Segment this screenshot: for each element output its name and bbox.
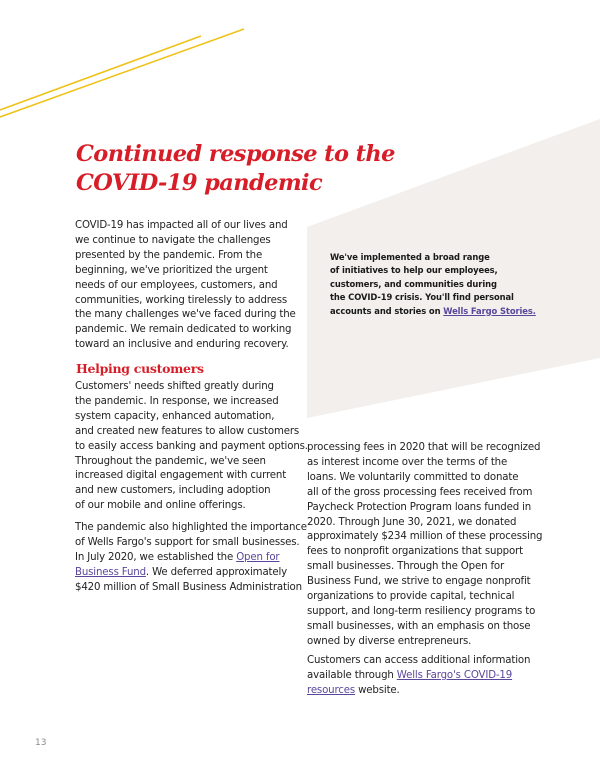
text-line [330, 305, 536, 318]
text-line: we continue to navigate the challenges [75, 234, 271, 246]
text-line: the COVID-19 crisis. You'll find personal [330, 292, 514, 303]
text-line: Paycheck Protection Program loans funded in [307, 501, 532, 513]
text-line: and created new features to allow customers [75, 425, 300, 437]
text-line: beginning, we've prioritized the urgent [75, 264, 268, 276]
title-line-1: Continued response to the [76, 141, 395, 167]
text-line [75, 566, 307, 581]
page-number: 13 [35, 738, 47, 748]
text-line: as interest income over the terms of the [307, 456, 508, 468]
text-line: loans. We voluntarily committed to donate [307, 471, 519, 483]
text-line: all of the gross processing fees received from [307, 486, 533, 498]
helping-customers-paragraph-2 [75, 521, 307, 596]
section-heading-helping-customers: Helping customers [76, 361, 204, 376]
helping-customers-paragraph-4 [307, 654, 530, 699]
yellow-accent-line-lower [0, 29, 244, 117]
text-line: of Wells Fargo's support for small businesses. [75, 536, 300, 548]
text-line: toward an inclusive and enduring recovery. [75, 339, 289, 351]
text-line: presented by the pandemic. From the [75, 249, 263, 261]
text-fragment: accounts and stories on [330, 305, 444, 316]
text-fragment: In July 2020, we established the [75, 551, 237, 563]
covid-19-resources-link-continued[interactable]: resources [307, 684, 356, 696]
text-line: to easily access banking and payment options. [75, 440, 308, 452]
text-line: We've implemented a broad range [330, 252, 490, 262]
text-line: needs of our employees, customers, and [75, 279, 278, 291]
yellow-accent-line-upper [0, 36, 201, 110]
helping-customers-paragraph-1 [75, 380, 308, 514]
text-line: customers, and communities during [330, 278, 497, 289]
covid-19-resources-link[interactable]: Wells Fargo's COVID-19 [396, 669, 513, 681]
text-fragment: . We deferred approximately [145, 566, 288, 578]
open-for-business-fund-link[interactable]: Open for [236, 551, 280, 563]
text-line: organizations to provide capital, technical [307, 591, 515, 603]
text-line: Customers can access additional information [307, 655, 531, 666]
text-line: support, and long-term resiliency programs to [307, 605, 536, 617]
text-line: of our mobile and online offerings. [75, 500, 246, 512]
text-line: small businesses, with an emphasis on those [307, 620, 531, 632]
text-line: Business Fund, we strive to engage nonprofit [307, 576, 531, 588]
text-line: system capacity, enhanced automation, [75, 410, 275, 422]
text-line [75, 551, 307, 566]
text-line: Customers' needs shifted greatly during [75, 381, 274, 392]
text-line: fees to nonprofit organizations that support [307, 546, 523, 558]
text-line: the many challenges we've faced during the [75, 309, 296, 321]
text-line: processing fees in 2020 that will be recognized [307, 442, 541, 453]
text-line: COVID-19 has impacted all of our lives and [75, 220, 288, 231]
text-line [307, 669, 530, 684]
text-line: communities, working tirelessly to address [75, 294, 288, 306]
page-title [76, 140, 396, 198]
text-fragment: website. [355, 684, 400, 696]
text-line: 2020. Through June 30, 2021, we donated [307, 516, 517, 528]
callout-text [330, 251, 536, 318]
text-line: Throughout the pandemic, we've seen [75, 455, 266, 467]
text-line: the pandemic. In response, we increased [75, 395, 279, 407]
title-line-2: COVID-19 pandemic [76, 170, 323, 196]
text-line: owned by diverse entrepreneurs. [307, 635, 472, 647]
text-line: of initiatives to help our employees, [330, 265, 498, 276]
wells-fargo-stories-link[interactable]: Wells Fargo Stories. [443, 305, 536, 316]
text-line: approximately $234 million of these processing [307, 531, 543, 543]
text-line: pandemic. We remain dedicated to working [75, 324, 292, 336]
text-line: The pandemic also highlighted the importance [75, 522, 307, 533]
open-for-business-fund-link-continued[interactable]: Business Fund [75, 566, 146, 578]
text-line: and new customers, including adoption [75, 485, 271, 497]
text-line [307, 684, 530, 699]
helping-customers-paragraph-3 [307, 441, 542, 650]
text-line: increased digital engagement with current [75, 470, 287, 482]
intro-paragraph [75, 219, 296, 353]
text-fragment: available through [307, 669, 397, 681]
text-line: small businesses. Through the Open for [307, 561, 505, 573]
text-line: $420 million of Small Business Administration [75, 581, 302, 593]
